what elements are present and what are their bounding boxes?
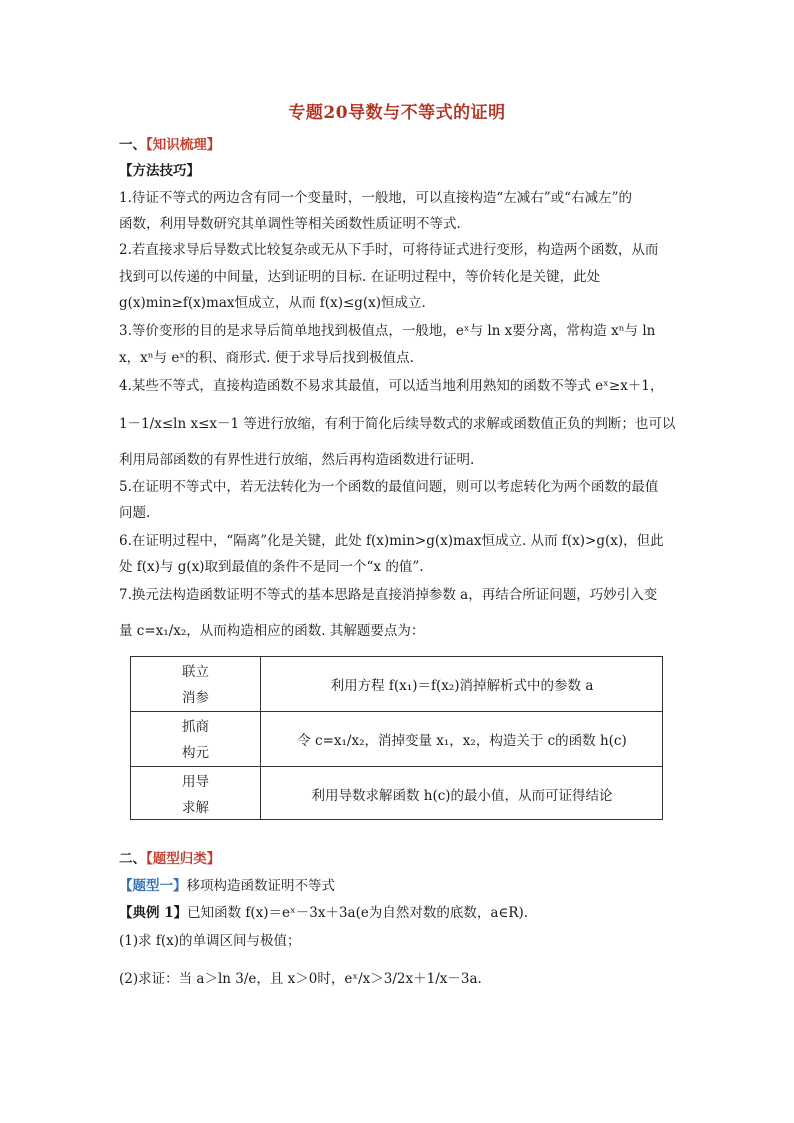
table-desc-cell: [262, 712, 662, 766]
question-type-line: [119, 877, 679, 895]
step-description: 利用方程 f(x₁)＝f(x₂)消掉解析式中的参数 a: [330, 678, 594, 694]
example-text: 已知函数 f(x)＝eˣ－3x＋3a(e为自然对数的底数，a∈R).: [187, 905, 529, 921]
type-title: 移项构造函数证明不等式: [186, 878, 335, 894]
text-line: g(x)min≥f(x)max恒成立，从而 f(x)≤g(x)恒成立.: [119, 295, 426, 311]
section-knowledge-heading: [119, 136, 679, 154]
table-row: [131, 767, 662, 820]
text-line: x，xⁿ与 eˣ的积、商形式. 便于求导后找到极值点.: [119, 350, 414, 366]
section-label: 【知识梳理】: [146, 137, 221, 153]
step-label: 用导: [182, 774, 209, 790]
text-line: 处 f(x)与 g(x)取到最值的条件不是同一个“x 的值”.: [119, 559, 424, 575]
table-row: [131, 712, 662, 767]
table-step-cell: [131, 712, 261, 766]
question-part-2: (2)求证：当 a＞ln 3/e，且 x＞0时，eˣ/x＞3/2x＋1/x－3a.: [119, 971, 482, 987]
section-number: 二、: [119, 851, 146, 867]
text-line: 1－1/x≤ln x≤x－1 等进行放缩，有利于简化后续导数式的求解或函数值正负的判断；也可以: [119, 416, 676, 432]
text-line: 利用局部函数的有界性进行放缩，然后再构造函数进行证明.: [119, 452, 475, 468]
section-types-heading: [119, 850, 679, 868]
type-tag: 【题型一】: [119, 878, 187, 894]
step-description: 令 c=x₁/x₂，消掉变量 x₁，x₂，构造关于 c的函数 h(c): [297, 733, 627, 749]
example-line: [119, 904, 679, 922]
solution-steps-table: [130, 656, 663, 820]
section-label: 【题型归类】: [146, 851, 221, 867]
method-tips-heading: 【方法技巧】: [119, 163, 200, 179]
text-line: 量 c=x₁/x₂，从而构造相应的函数. 其解题要点为：: [119, 623, 425, 639]
text-line: 4.某些不等式，直接构造函数不易求其最值，可以适当地利用熟知的函数不等式 eˣ≥x＋1，: [119, 378, 664, 394]
page-title: 专题20导数与不等式的证明: [288, 103, 506, 123]
text-line: 2.若直接求导后导数式比较复杂或无从下手时，可将待证式进行变形，构造两个函数，从而: [119, 242, 659, 258]
question-part-1: (1)求 f(x)的单调区间与极值；: [119, 933, 301, 949]
table-step-cell: [131, 767, 261, 820]
step-description: 利用导数求解函数 h(c)的最小值，从而可证得结论: [311, 787, 613, 804]
step-label: 求解: [182, 800, 209, 816]
table-desc-cell: [262, 657, 662, 711]
text-line: 7.换元法构造函数证明不等式的基本思路是直接消掉参数 a，再结合所证问题，巧妙引入变: [119, 587, 658, 603]
table-desc-cell: [262, 767, 662, 820]
example-tag: 【典例 1】: [119, 905, 188, 921]
text-line: 函数，利用导数研究其单调性等相关函数性质证明不等式.: [119, 216, 461, 232]
text-line: 1.待证不等式的两边含有同一个变量时，一般地，可以直接构造“左减右”或“右减左”的: [119, 190, 632, 206]
step-label: 抓商: [182, 719, 209, 735]
table-row: [131, 657, 662, 712]
step-label: 联立: [182, 664, 209, 680]
text-line: 6.在证明过程中，“隔离”化是关键，此处 f(x)min>g(x)max恒成立. 从而 f(x)>g(x)，但此: [119, 533, 664, 549]
text-line: 5.在证明不等式中，若无法转化为一个函数的最值问题，则可以考虑转化为两个函数的最值: [119, 479, 659, 495]
step-label: 构元: [182, 745, 209, 761]
section-number: 一、: [119, 137, 146, 153]
text-line: 找到可以传递的中间量，达到证明的目标. 在证明过程中，等价转化是关键，此处: [119, 269, 601, 285]
table-step-cell: [131, 657, 261, 711]
text-line: 问题.: [119, 505, 151, 521]
step-label: 消参: [182, 690, 209, 706]
text-line: 3.等价变形的目的是求导后简单地找到极值点，一般地，eˣ与 ln x要分离，常构造 xⁿ与 ln: [119, 323, 656, 339]
